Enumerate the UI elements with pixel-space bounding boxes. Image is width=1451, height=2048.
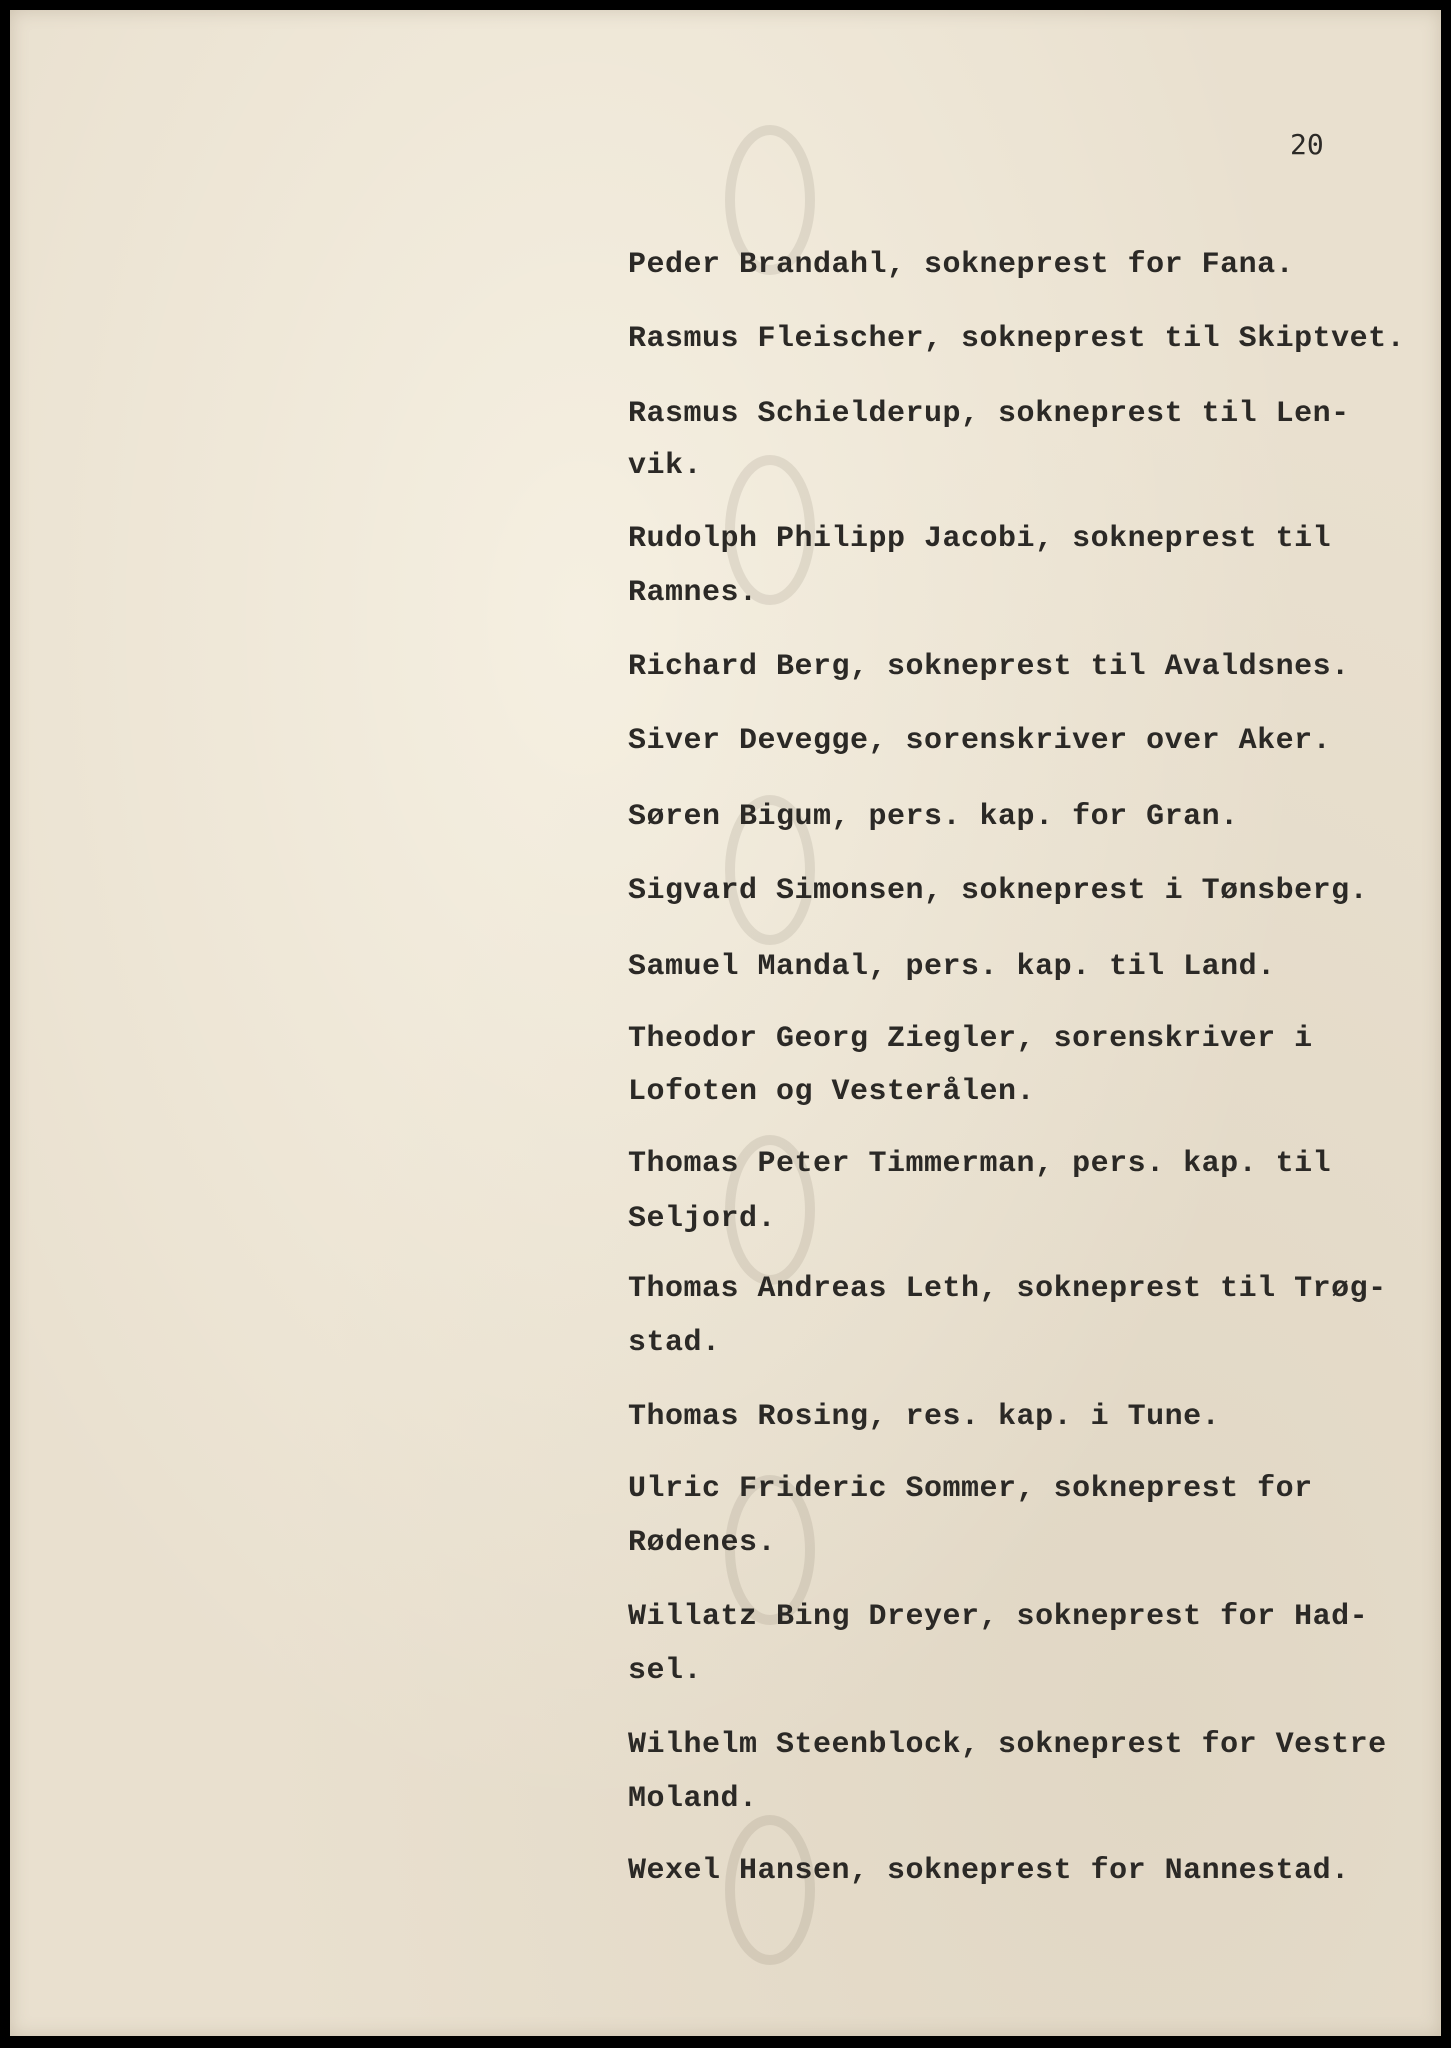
entry-2-line-1: Rasmus Fleischer, sokneprest til Skiptvet.: [628, 322, 1406, 356]
entry-7-line-1: Søren Bigum, pers. kap. for Gran.: [628, 800, 1239, 834]
page-number: 20: [1290, 128, 1324, 161]
entry-12-line-1: Thomas Andreas Leth, sokneprest til Trøg-: [628, 1272, 1387, 1306]
entry-5-line-1: Richard Berg, sokneprest til Avaldsnes.: [628, 650, 1350, 684]
entry-8-line-1: Sigvard Simonsen, sokneprest i Tønsberg.: [628, 874, 1369, 908]
entry-6-line-1: Siver Devegge, sorenskriver over Aker.: [628, 724, 1332, 758]
entry-12-line-2: stad.: [628, 1326, 721, 1360]
entry-13-line-1: Thomas Rosing, res. kap. i Tune.: [628, 1400, 1221, 1434]
entry-16-line-2: Moland.: [628, 1782, 758, 1816]
entry-1-line-1: Peder Brandahl, sokneprest for Fana.: [628, 248, 1295, 282]
entry-14-line-2: Rødenes.: [628, 1526, 777, 1560]
entry-15-line-1: Willatz Bing Dreyer, sokneprest for Had-: [628, 1600, 1369, 1634]
entry-14-line-1: Ulric Frideric Sommer, sokneprest for: [628, 1472, 1313, 1506]
entry-11-line-1: Thomas Peter Timmerman, pers. kap. til: [628, 1147, 1332, 1181]
entry-9-line-1: Samuel Mandal, pers. kap. til Land.: [628, 950, 1276, 984]
entry-15-line-2: sel.: [628, 1654, 703, 1688]
entry-17-line-1: Wexel Hansen, sokneprest for Nannestad.: [628, 1854, 1350, 1888]
entry-3-line-2: vik.: [628, 449, 703, 483]
entry-4-line-2: Ramnes.: [628, 576, 758, 610]
entry-4-line-1: Rudolph Philipp Jacobi, sokneprest til: [628, 522, 1332, 556]
document-sheet: [10, 10, 1441, 2036]
entry-10-line-2: Lofoten og Vesterålen.: [628, 1075, 1036, 1109]
entry-10-line-1: Theodor Georg Ziegler, sorenskriver i: [628, 1022, 1313, 1056]
entry-11-line-2: Seljord.: [628, 1202, 777, 1236]
entry-16-line-1: Wilhelm Steenblock, sokneprest for Vestre: [628, 1728, 1387, 1762]
entry-3-line-1: Rasmus Schielderup, sokneprest til Len-: [628, 397, 1350, 431]
